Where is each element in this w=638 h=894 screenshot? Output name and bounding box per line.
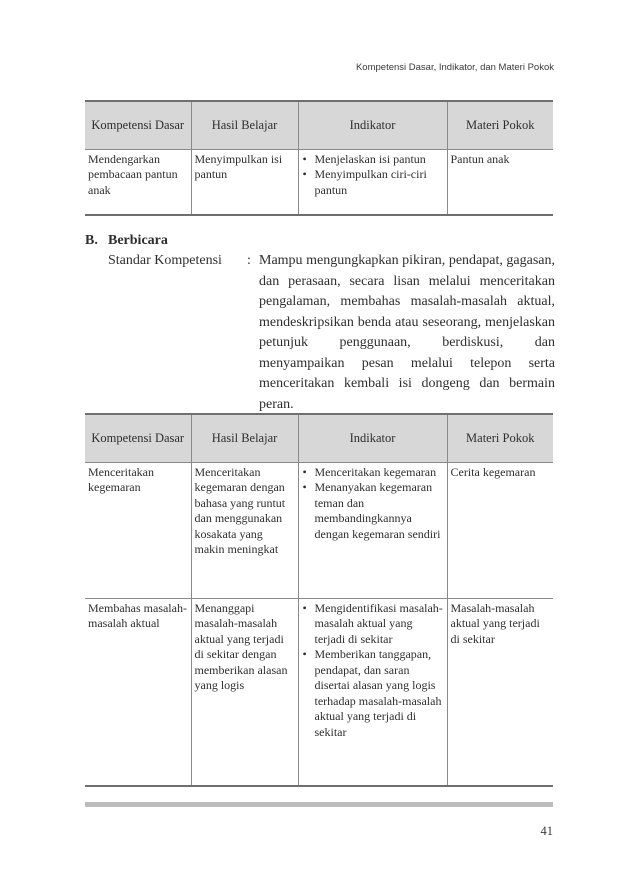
competency-table-2 [85, 413, 553, 787]
indicator-item: • Memberikan tanggapan, pendapat, dan saran disertai alasan yang logis terhadap masalah-masalah aktual yang terjadi di sekitar [302, 647, 444, 740]
cell-materi: Cerita kegemaran [447, 462, 553, 598]
column-header-materi: Materi Pokok [447, 101, 553, 149]
cell-kompetensi: Membahas masalah-masalah aktual [85, 598, 191, 786]
column-header-materi: Materi Pokok [447, 414, 553, 462]
cell-indikator [298, 149, 447, 215]
column-header-indikator: Indikator [298, 414, 447, 462]
cell-hasil: Menanggapi masalah-masalah aktual yang terjadi di sekitar dengan memberikan alasan yang logis [191, 598, 298, 786]
column-header-kompetensi: Kompetensi Dasar [85, 101, 191, 149]
cell-hasil: Menceritakan kegemaran dengan bahasa yang runtut dan menggunakan kosakata yang makin meningkat [191, 462, 298, 598]
column-header-indikator: Indikator [298, 101, 447, 149]
footer-divider [85, 802, 553, 807]
table-header-row [85, 101, 553, 149]
page-number: 41 [540, 824, 553, 838]
column-header-hasil: Hasil Belajar [191, 414, 298, 462]
section-title: Berbicara [108, 233, 168, 248]
cell-kompetensi: Menceritakan kegemaran [85, 462, 191, 598]
cell-indikator [298, 462, 447, 598]
section-berbicara [85, 231, 555, 415]
cell-materi: Pantun anak [447, 149, 553, 215]
table-row [85, 149, 553, 215]
table-row [85, 462, 553, 598]
cell-hasil: Menyimpulkan isi pantun [191, 149, 298, 215]
running-header: Kompetensi Dasar, Indikator, dan Materi Pokok [355, 62, 554, 73]
indicator-item: • Menceritakan kegemaran [302, 465, 444, 481]
indicator-item: • Mengidentifikasi masalah-masalah aktual yang terjadi di sekitar [302, 601, 444, 648]
indicator-item: • Menjelaskan isi pantun [302, 152, 444, 168]
standard-label: Standar Kompetensi [108, 253, 222, 268]
indicator-item: • Menanyakan kegemaran teman dan membandingkannya dengan kegemaran sendiri [302, 480, 444, 542]
standard-colon: : [247, 253, 251, 268]
cell-indikator [298, 598, 447, 786]
cell-kompetensi: Mendengarkan pembacaan pantun anak [85, 149, 191, 215]
indicator-item: • Menyimpulkan ciri-ciri pantun [302, 167, 444, 198]
section-letter: B. [85, 233, 98, 248]
table-header-row [85, 414, 553, 462]
cell-materi: Masalah-masalah aktual yang terjadi di sekitar [447, 598, 553, 786]
column-header-kompetensi: Kompetensi Dasar [85, 414, 191, 462]
column-header-hasil: Hasil Belajar [191, 101, 298, 149]
standard-text: Mampu mengungkapkan pikiran, pendapat, gagasan, dan perasaan, secara lisan melalui menceritakan pengalaman, membahas masalah-masalah aktual, mendeskripsikan benda atau seseorang, menjelaskan petunjuk penggunaan, berdiskusi, dan menyampaikan pesan melalui telepon serta menceritakan kembali isi dongeng dan bermain peran. [259, 253, 555, 412]
table-row [85, 598, 553, 786]
competency-table-1 [85, 100, 553, 216]
